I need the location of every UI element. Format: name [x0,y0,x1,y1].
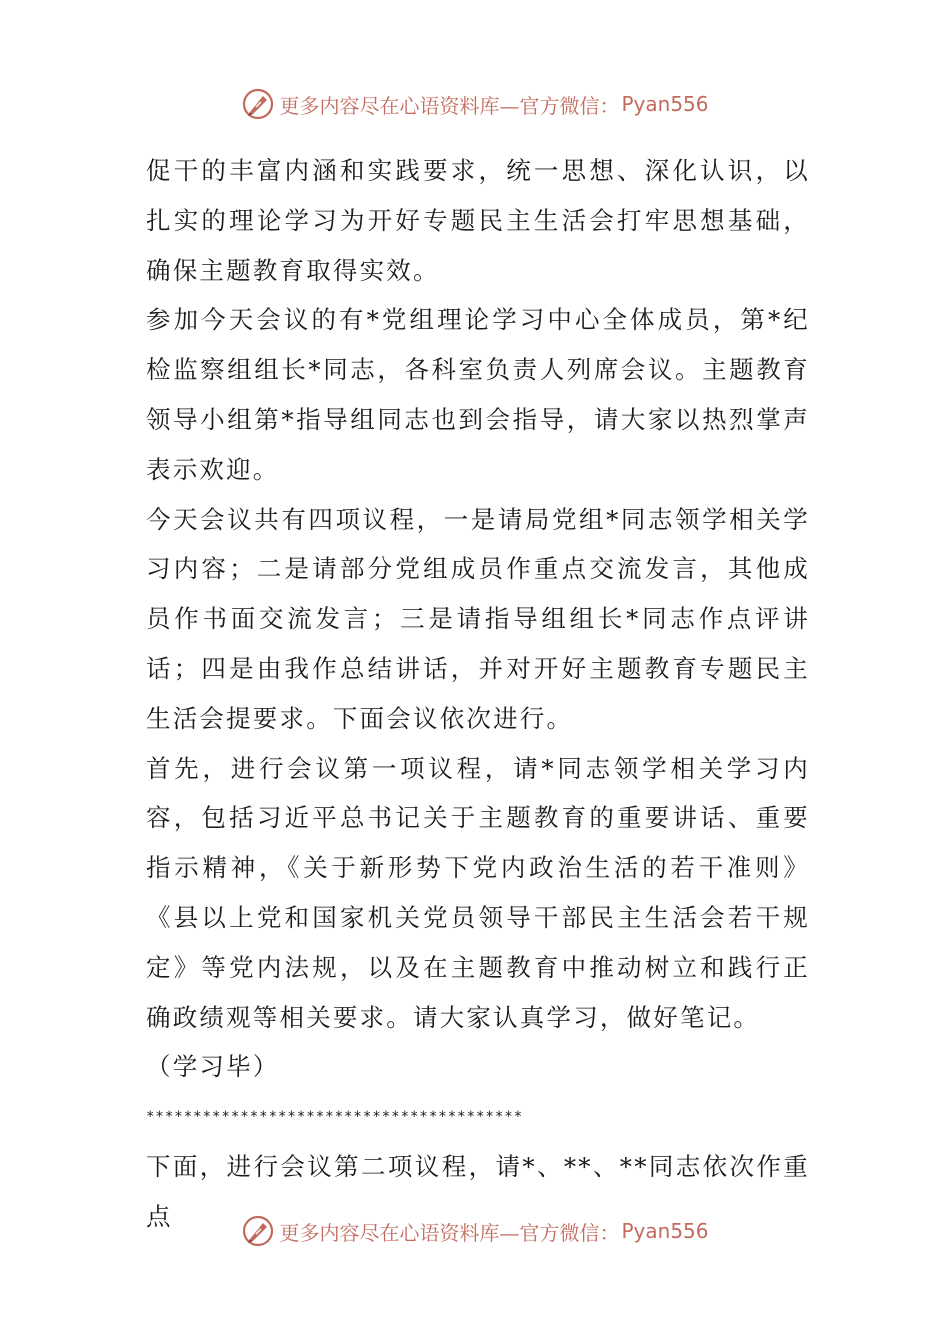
footer-watermark [0,1209,950,1253]
pen-nib-logo-icon [241,87,275,121]
header-watermark-id: Pyan556 [621,92,709,116]
paragraph-1: 促干的丰富内涵和实践要求，统一思想、深化认识，以扎实的理论学习为开好专题民主生活会打牢思想基础，确保主题教育取得实效。 [146,156,810,285]
footer-watermark-text: 更多内容尽在心语资料库—官方微信： [279,1220,620,1245]
header-watermark [0,82,950,126]
header-watermark-text: 更多内容尽在心语资料库—官方微信： [279,93,620,118]
footer-watermark-id: Pyan556 [621,1219,709,1243]
document-body [146,146,810,1242]
paragraph-3: 今天会议共有四项议程，一是请局党组*同志领学相关学习内容；二是请部分党组成员作重点交流发言，其他成员作书面交流发言；三是请指导组组长*同志作点评讲话；四是由我作总结讲话，并对开好主题教育专题民主生活会提要求。下面会议依次进行。 [146,504,810,733]
paragraph-5: （学习毕） [146,1052,280,1082]
separator-line: **************************************** [146,1109,524,1126]
pen-nib-logo-icon [241,1214,275,1248]
paragraph-4: 首先，进行会议第一项议程，请*同志领学相关学习内容，包括习近平总书记关于主题教育的重要讲话、重要指示精神，《关于新形势下党内政治生活的若干准则》《县以上党和国家机关党员领导干部民主生活会若干规定》等党内法规，以及在主题教育中推动树立和践行正确政绩观等相关要求。请大家认真学习，做好笔记。 [146,753,810,1032]
paragraph-2: 参加今天会议的有*党组理论学习中心全体成员，第*纪检监察组组长*同志，各科室负责人列席会议。主题教育领导小组第*指导组同志也到会指导，请大家以热烈掌声表示欢迎。 [146,305,810,484]
paragraph-6: 下面，进行会议第二项议程，请*、**、**同志依次作重点 [146,1152,810,1231]
